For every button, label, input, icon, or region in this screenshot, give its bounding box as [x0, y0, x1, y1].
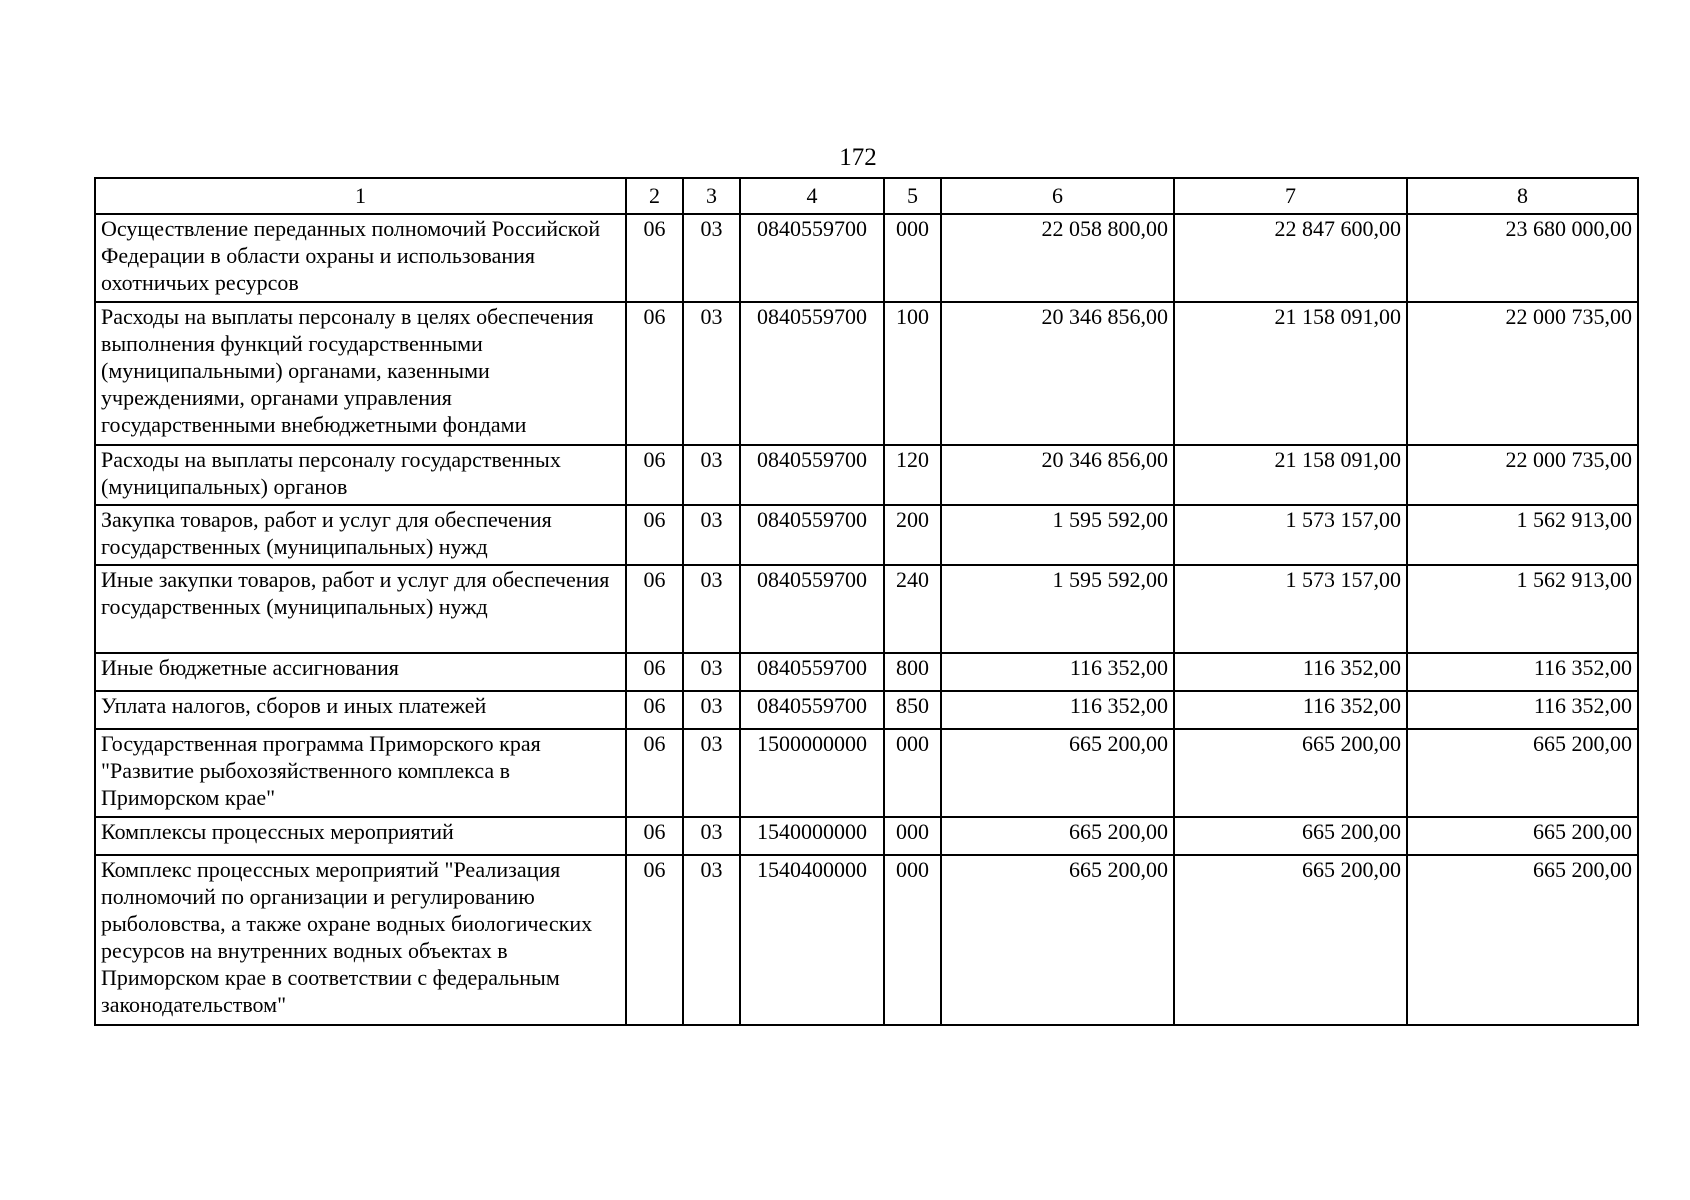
table-row — [95, 565, 1638, 653]
amount-col7: 21 158 091,00 — [1174, 302, 1407, 445]
expense-type-code: 850 — [884, 691, 941, 729]
section-code: 06 — [626, 302, 683, 445]
expense-type-code: 240 — [884, 565, 941, 653]
amount-col7: 665 200,00 — [1174, 729, 1407, 817]
column-header: 7 — [1174, 178, 1407, 214]
page-number: 172 — [839, 144, 877, 171]
section-code: 06 — [626, 653, 683, 691]
table-row — [95, 855, 1638, 1025]
amount-col6: 22 058 800,00 — [941, 214, 1174, 302]
amount-col6: 116 352,00 — [941, 691, 1174, 729]
target-article-code: 0840559700 — [740, 565, 884, 653]
amount-col7: 21 158 091,00 — [1174, 445, 1407, 505]
table-row — [95, 302, 1638, 445]
expense-type-code: 200 — [884, 505, 941, 565]
table-row — [95, 729, 1638, 817]
subsection-code: 03 — [683, 214, 740, 302]
section-code: 06 — [626, 691, 683, 729]
amount-col7: 116 352,00 — [1174, 653, 1407, 691]
amount-col7: 116 352,00 — [1174, 691, 1407, 729]
amount-col8: 116 352,00 — [1407, 653, 1638, 691]
amount-col8: 1 562 913,00 — [1407, 565, 1638, 653]
column-header: 4 — [740, 178, 884, 214]
target-article-code: 0840559700 — [740, 653, 884, 691]
subsection-code: 03 — [683, 653, 740, 691]
table-row — [95, 817, 1638, 855]
expense-type-code: 000 — [884, 729, 941, 817]
amount-col6: 665 200,00 — [941, 855, 1174, 1025]
row-name: Комплекс процессных мероприятий "Реализация полномочий по организации и регулированию рыболовства, а также охране водных биологических ресурсов на внутренних водных объектах в Приморском крае в соответствии с федеральным законодательством" — [95, 855, 626, 1025]
amount-col8: 665 200,00 — [1407, 729, 1638, 817]
subsection-code: 03 — [683, 729, 740, 817]
target-article-code: 0840559700 — [740, 505, 884, 565]
amount-col6: 20 346 856,00 — [941, 445, 1174, 505]
column-header: 2 — [626, 178, 683, 214]
section-code: 06 — [626, 445, 683, 505]
subsection-code: 03 — [683, 855, 740, 1025]
section-code: 06 — [626, 855, 683, 1025]
budget-table — [94, 177, 1639, 1026]
amount-col6: 1 595 592,00 — [941, 505, 1174, 565]
column-header: 8 — [1407, 178, 1638, 214]
amount-col6: 20 346 856,00 — [941, 302, 1174, 445]
table-row — [95, 445, 1638, 505]
amount-col8: 1 562 913,00 — [1407, 505, 1638, 565]
row-name: Иные закупки товаров, работ и услуг для обеспечения государственных (муниципальных) нужд — [95, 565, 626, 653]
row-name: Закупка товаров, работ и услуг для обеспечения государственных (муниципальных) нужд — [95, 505, 626, 565]
row-name: Комплексы процессных мероприятий — [95, 817, 626, 855]
section-code: 06 — [626, 565, 683, 653]
subsection-code: 03 — [683, 565, 740, 653]
expense-type-code: 000 — [884, 817, 941, 855]
amount-col6: 1 595 592,00 — [941, 565, 1174, 653]
amount-col6: 665 200,00 — [941, 729, 1174, 817]
row-name: Иные бюджетные ассигнования — [95, 653, 626, 691]
target-article-code: 0840559700 — [740, 302, 884, 445]
row-name: Расходы на выплаты персоналу в целях обеспечения выполнения функций государственными (муниципальными) органами, казенными учреждениями, органами управления государственными внебюджетными фондами — [95, 302, 626, 445]
target-article-code: 1540000000 — [740, 817, 884, 855]
amount-col7: 665 200,00 — [1174, 817, 1407, 855]
section-code: 06 — [626, 729, 683, 817]
table-row — [95, 653, 1638, 691]
section-code: 06 — [626, 214, 683, 302]
row-name: Осуществление переданных полномочий Российской Федерации в области охраны и использования охотничьих ресурсов — [95, 214, 626, 302]
amount-col6: 665 200,00 — [941, 817, 1174, 855]
header-row — [95, 178, 1638, 214]
subsection-code: 03 — [683, 691, 740, 729]
amount-col7: 1 573 157,00 — [1174, 505, 1407, 565]
target-article-code: 0840559700 — [740, 214, 884, 302]
amount-col8: 665 200,00 — [1407, 855, 1638, 1025]
column-header: 5 — [884, 178, 941, 214]
table-row — [95, 214, 1638, 302]
target-article-code: 1540400000 — [740, 855, 884, 1025]
section-code: 06 — [626, 817, 683, 855]
target-article-code: 0840559700 — [740, 445, 884, 505]
amount-col6: 116 352,00 — [941, 653, 1174, 691]
column-header: 1 — [95, 178, 626, 214]
table-row — [95, 505, 1638, 565]
expense-type-code: 120 — [884, 445, 941, 505]
column-header: 3 — [683, 178, 740, 214]
expense-type-code: 000 — [884, 214, 941, 302]
column-header: 6 — [941, 178, 1174, 214]
subsection-code: 03 — [683, 817, 740, 855]
expense-type-code: 000 — [884, 855, 941, 1025]
row-name: Уплата налогов, сборов и иных платежей — [95, 691, 626, 729]
section-code: 06 — [626, 505, 683, 565]
amount-col8: 23 680 000,00 — [1407, 214, 1638, 302]
row-name: Расходы на выплаты персоналу государственных (муниципальных) органов — [95, 445, 626, 505]
subsection-code: 03 — [683, 505, 740, 565]
amount-col8: 116 352,00 — [1407, 691, 1638, 729]
expense-type-code: 800 — [884, 653, 941, 691]
amount-col7: 665 200,00 — [1174, 855, 1407, 1025]
target-article-code: 1500000000 — [740, 729, 884, 817]
target-article-code: 0840559700 — [740, 691, 884, 729]
subsection-code: 03 — [683, 302, 740, 445]
subsection-code: 03 — [683, 445, 740, 505]
expense-type-code: 100 — [884, 302, 941, 445]
row-name: Государственная программа Приморского края "Развитие рыбохозяйственного комплекса в Приморском крае" — [95, 729, 626, 817]
table-row — [95, 691, 1638, 729]
amount-col8: 665 200,00 — [1407, 817, 1638, 855]
amount-col8: 22 000 735,00 — [1407, 302, 1638, 445]
amount-col8: 22 000 735,00 — [1407, 445, 1638, 505]
amount-col7: 1 573 157,00 — [1174, 565, 1407, 653]
amount-col7: 22 847 600,00 — [1174, 214, 1407, 302]
